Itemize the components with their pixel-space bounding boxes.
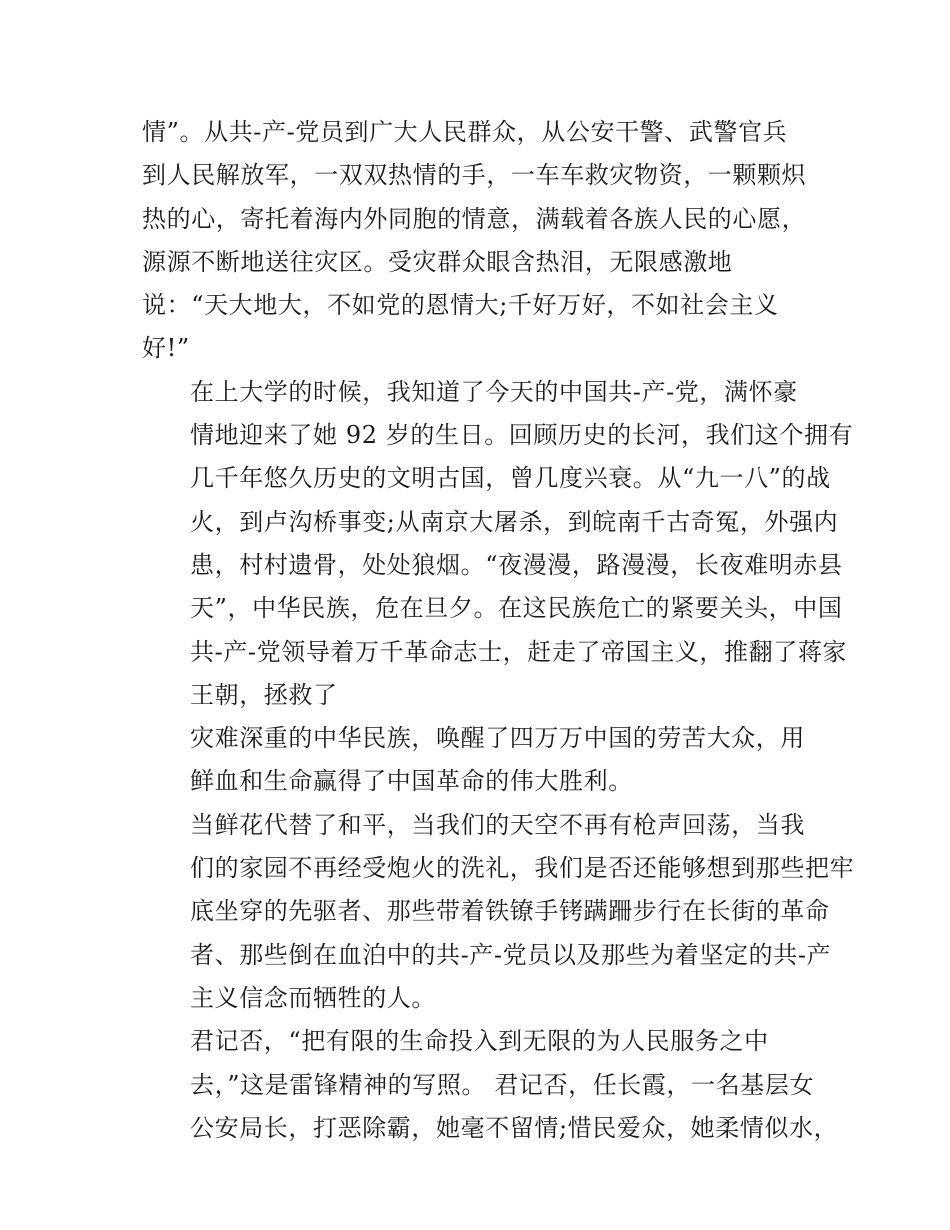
text-line: 情”。从共-产-党员到广大人民群众，从公安干警、武警官兵	[142, 118, 788, 146]
paragraph	[142, 804, 855, 1020]
text-line: 源源不断地送往灾区。受灾群众眼含热泪，无限感激地	[142, 247, 733, 276]
text-line: 天”，中华民族，危在旦夕。在这民族危亡的紧要关头，中国	[190, 594, 843, 623]
text-line: 灾难深重的中华民族，唤醒了四万万中国的劳苦大众，用	[190, 724, 805, 753]
paragraph	[142, 371, 854, 717]
text-line: 公安局长，打恶除霸，她毫不留情;惜民爱众，她柔情似水，	[190, 1113, 839, 1142]
text-line: 者、那些倒在血泊中的共-产-党员以及那些为着坚定的共-产	[190, 940, 832, 969]
text-line: 主义信念而牺牲的人。	[190, 983, 436, 1012]
text-line: 到人民解放军，一双双热情的手，一车车救灾物资，一颗颗炽	[142, 161, 807, 190]
text-line: 火，到卢沟桥事变;从南京大屠杀，到皖南千古奇冤，外强内	[190, 507, 839, 536]
text-line: 在上大学的时候，我知道了今天的中国共-产-党，满怀豪	[190, 377, 798, 406]
text-line: 几千年悠久历史的文明古国，曾几度兴衰。从“九一八”的战	[190, 464, 831, 493]
text-line: 好!”	[142, 334, 190, 363]
text-line: 说：“天大地大，不如党的恩情大;千好万好，不如社会主义	[142, 291, 779, 320]
text-line: 患，村村遗骨，处处狼烟。“夜漫漫，路漫漫，长夜难明赤县	[190, 550, 843, 579]
text-line: 情地迎来了她 92 岁的生日。回顾历史的长河，我们这个拥有	[190, 421, 854, 450]
document-body	[142, 111, 855, 1150]
text-line: 底坐穿的先驱者、那些带着铁镣手铐蹒跚步行在长街的革命	[190, 897, 830, 926]
paragraph	[142, 1020, 839, 1150]
text-line: 君记否，“把有限的生命投入到无限的为人民服务之中	[190, 1027, 769, 1056]
text-line: 去，”这是雷锋精神的写照。 君记否，任长霞，一名基层女	[190, 1070, 815, 1099]
text-line: 共-产-党领导着万千革命志士，赶走了帝国主义，推翻了蒋家	[190, 637, 848, 666]
text-line: 们的家园不再经受炮火的洗礼，我们是否还能够想到那些把牢	[190, 854, 855, 883]
paragraph	[142, 111, 818, 371]
paragraph	[142, 717, 818, 804]
text-line: 热的心，寄托着海内外同胞的情意，满载着各族人民的心愿，	[142, 204, 807, 233]
text-line: 王朝，拯救了	[190, 680, 338, 709]
text-line: 当鲜花代替了和平，当我们的天空不再有枪声回荡，当我	[190, 810, 805, 839]
text-line: 鲜血和生命赢得了中国革命的伟大胜利。	[190, 767, 633, 796]
